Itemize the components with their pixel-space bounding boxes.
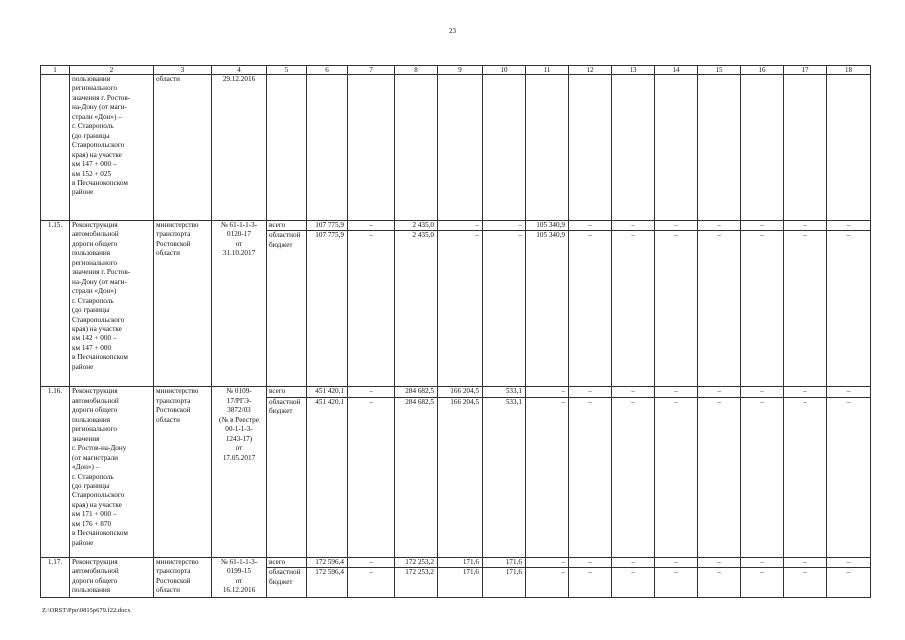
cell-source: всего	[267, 557, 307, 567]
column-number: 17	[784, 66, 827, 75]
cell-value	[827, 75, 871, 221]
cell-org: министерство транспорта Ростовской области	[154, 387, 212, 557]
cell-value	[307, 75, 348, 221]
column-number: 5	[267, 66, 307, 75]
cell-doc: № 61-1-1-3- 0120-17 от 31.10.2017	[212, 221, 267, 387]
cell-value: –	[784, 568, 827, 598]
cell-value	[348, 75, 395, 221]
cell-org: министерство транспорта Ростовской области	[154, 557, 212, 597]
cell-value: –	[698, 568, 741, 598]
cell-value: –	[698, 397, 741, 557]
cell-value: –	[698, 221, 741, 231]
cell-value: –	[741, 397, 784, 557]
cell-num: 1.17.	[41, 557, 70, 597]
cell-value: 172 253,2	[395, 568, 438, 598]
cell-value: 107 775,9	[307, 221, 348, 231]
cell-value: 451 420,1	[307, 387, 348, 397]
cell-value: –	[827, 397, 871, 557]
cell-value: –	[827, 221, 871, 231]
cell-value: –	[526, 387, 569, 397]
cell-doc: 29.12.2016	[212, 75, 267, 221]
cell-value: –	[784, 557, 827, 567]
cell-value: –	[569, 568, 612, 598]
cell-value	[526, 75, 569, 221]
column-number: 1	[41, 66, 70, 75]
cell-value: –	[741, 568, 784, 598]
file-path-footer: Z:\ORST\Ppo\0815p679.f22.docx	[42, 607, 131, 614]
cell-value: –	[698, 557, 741, 567]
cell-num: 1.15.	[41, 221, 70, 387]
column-number: 14	[655, 66, 698, 75]
column-number: 10	[483, 66, 526, 75]
cell-value: 107 775,9	[307, 231, 348, 387]
page-number: 23	[449, 27, 456, 35]
cell-value	[612, 75, 655, 221]
cell-value: 172 596,4	[307, 568, 348, 598]
cell-value: –	[569, 557, 612, 567]
cell-value: 2 435,0	[395, 231, 438, 387]
cell-num: 1.16.	[41, 387, 70, 557]
cell-value	[483, 75, 526, 221]
cell-value: 171,6	[483, 557, 526, 567]
cell-value: –	[348, 568, 395, 598]
cell-value: –	[483, 221, 526, 231]
column-number: 2	[70, 66, 154, 75]
cell-value: –	[827, 568, 871, 598]
cell-value: –	[655, 557, 698, 567]
program-table	[40, 65, 871, 598]
cell-value	[655, 75, 698, 221]
cell-value: –	[827, 387, 871, 397]
cell-value: –	[655, 231, 698, 387]
cell-value: –	[698, 387, 741, 397]
column-number: 15	[698, 66, 741, 75]
cell-value	[395, 75, 438, 221]
table-body	[41, 66, 871, 598]
cell-value: –	[348, 221, 395, 231]
cell-value: 533,1	[483, 387, 526, 397]
cell-value: 284 682,5	[395, 397, 438, 557]
cell-value: –	[698, 231, 741, 387]
cell-value: 2 435,0	[395, 221, 438, 231]
cell-num	[41, 75, 70, 221]
cell-value: –	[784, 231, 827, 387]
cell-value: –	[827, 557, 871, 567]
cell-value: –	[741, 221, 784, 231]
cell-value: –	[569, 231, 612, 387]
cell-source: областной бюджет	[267, 568, 307, 598]
cell-value: 172 596,4	[307, 557, 348, 567]
cell-value: –	[612, 221, 655, 231]
cell-value: –	[612, 231, 655, 387]
cell-value: –	[612, 557, 655, 567]
column-number: 11	[526, 66, 569, 75]
cell-value: –	[655, 221, 698, 231]
cell-value: –	[348, 387, 395, 397]
cell-value: 533,1	[483, 397, 526, 557]
cell-value: –	[612, 568, 655, 598]
cell-value: –	[348, 557, 395, 567]
cell-value: –	[741, 231, 784, 387]
column-number: 3	[154, 66, 212, 75]
cell-value	[741, 75, 784, 221]
cell-org: министерство транспорта Ростовской области	[154, 221, 212, 387]
cell-value: –	[348, 231, 395, 387]
cell-value: –	[741, 387, 784, 397]
cell-value: 451 420,1	[307, 397, 348, 557]
cell-value: –	[784, 387, 827, 397]
cell-value: 172 253,2	[395, 557, 438, 567]
continued-row	[41, 75, 871, 221]
cell-source: всего	[267, 221, 307, 231]
cell-value: –	[438, 231, 483, 387]
cell-name: пользования регионального значения г. Ростов- на-Дону (от маги- страли «Дон») – г. Ставрополь (до границы Ставропольского края) на участке км 147 + 000 – км 152 + 025 в Песчанокопском районе	[70, 75, 154, 221]
cell-value: –	[655, 397, 698, 557]
column-number: 12	[569, 66, 612, 75]
cell-value: –	[784, 221, 827, 231]
cell-value: 166 204,5	[438, 397, 483, 557]
cell-value	[438, 75, 483, 221]
cell-value: –	[655, 568, 698, 598]
column-number-row	[41, 66, 871, 75]
cell-value: –	[348, 397, 395, 557]
column-number: 8	[395, 66, 438, 75]
cell-name: Реконструкция автомобильной дороги общего пользования	[70, 557, 154, 597]
cell-value: 166 204,5	[438, 387, 483, 397]
cell-value: –	[569, 397, 612, 557]
cell-value	[698, 75, 741, 221]
cell-org: области	[154, 75, 212, 221]
cell-value: 284 682,5	[395, 387, 438, 397]
cell-value: –	[526, 557, 569, 567]
column-number: 7	[348, 66, 395, 75]
cell-value: –	[612, 387, 655, 397]
cell-value: –	[569, 387, 612, 397]
cell-value	[784, 75, 827, 221]
column-number: 18	[827, 66, 871, 75]
cell-value: 105 340,9	[526, 221, 569, 231]
cell-doc: № 61-1-1-3- 0199-15 от 16.12.2016	[212, 557, 267, 597]
cell-value	[569, 75, 612, 221]
column-number: 9	[438, 66, 483, 75]
column-number: 13	[612, 66, 655, 75]
cell-name: Реконструкция автомобильной дороги общего пользования регионального значения г. Ростов-на-Дону (от магистрали «Дон») – г. Ставрополь (до границы Ставропольского края) на участке км 171 + 000 – км 176 + 870 в Песчанокопском районе	[70, 387, 154, 557]
cell-value: –	[655, 387, 698, 397]
column-number: 16	[741, 66, 784, 75]
cell-value: –	[612, 397, 655, 557]
column-number: 6	[307, 66, 348, 75]
program-row	[41, 557, 871, 567]
cell-source	[267, 75, 307, 221]
cell-value: –	[827, 231, 871, 387]
cell-name: Реконструкция автомобильной дороги общего пользования регионального значения г. Ростов- на-Дону (от маги- страли «Дон») г. Ставрополь (до границы Ставропольского края) на участке км 142 + 000 – км 147 + 000 в Песчанокопском районе	[70, 221, 154, 387]
cell-value: 105 340,9	[526, 231, 569, 387]
column-number: 4	[212, 66, 267, 75]
cell-value: 171,6	[438, 568, 483, 598]
cell-source: областной бюджет	[267, 231, 307, 387]
cell-value: 171,6	[483, 568, 526, 598]
cell-source: областной бюджет	[267, 397, 307, 557]
cell-value: –	[569, 221, 612, 231]
cell-value: –	[784, 397, 827, 557]
cell-source: всего	[267, 387, 307, 397]
cell-value: –	[741, 557, 784, 567]
cell-value: 171,6	[438, 557, 483, 567]
cell-value: –	[483, 231, 526, 387]
program-row	[41, 221, 871, 231]
cell-value: –	[526, 397, 569, 557]
cell-value: –	[438, 221, 483, 231]
program-row	[41, 387, 871, 397]
cell-value: –	[526, 568, 569, 598]
cell-doc: № 0109- 17/РГЭ- 3872/03 (№ в Реестре 00-1-1-3- 1243-17) от 17.05.2017	[212, 387, 267, 557]
